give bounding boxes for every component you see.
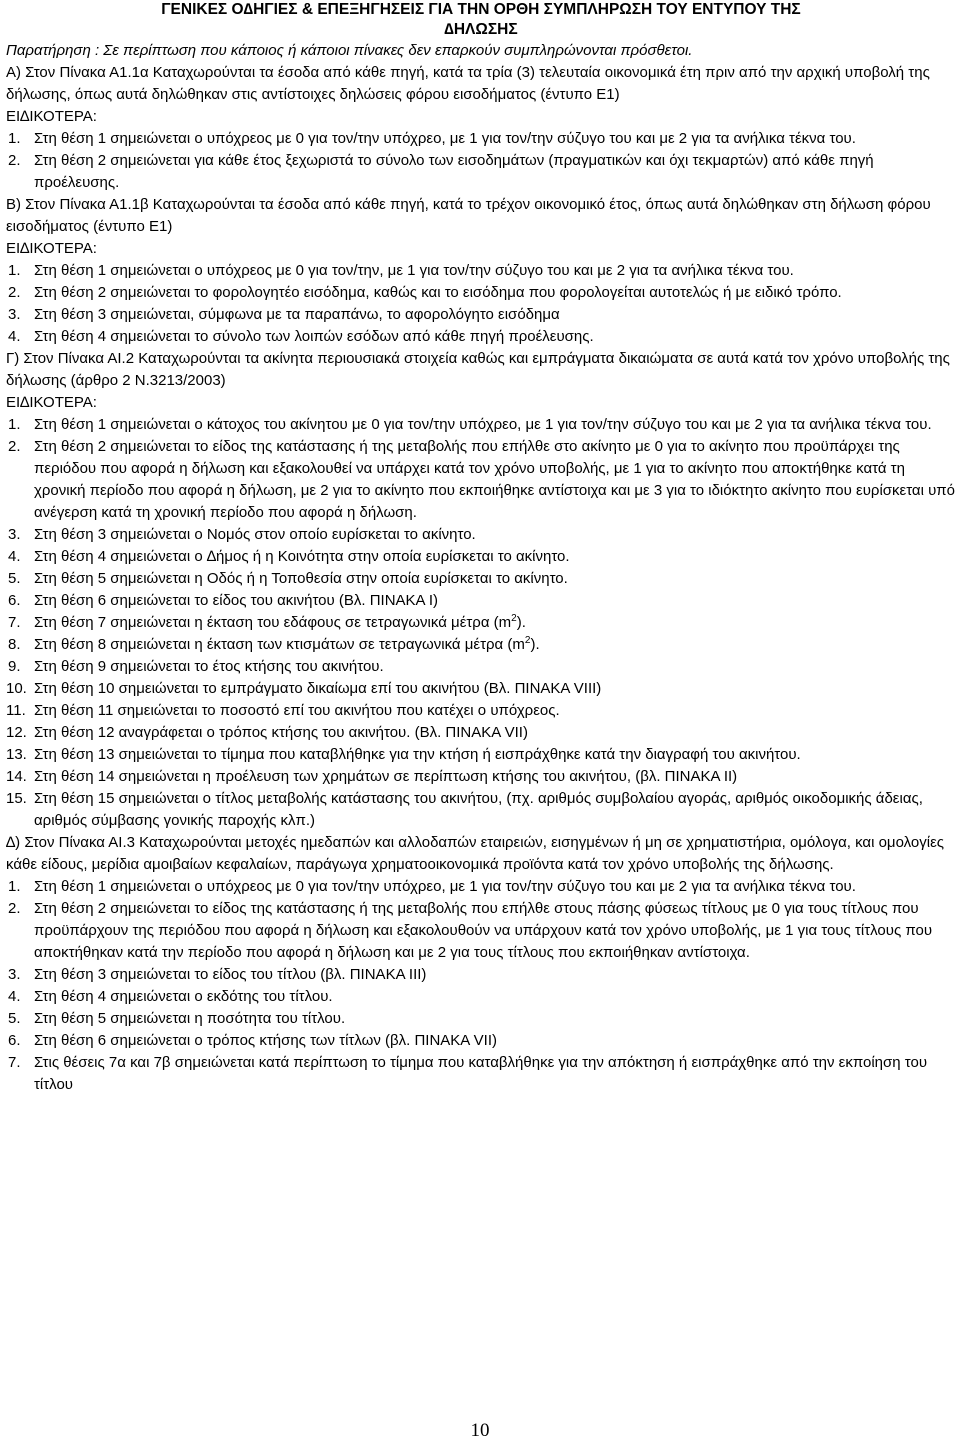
page-number: 10 [470, 1420, 490, 1441]
list-item-number: 4. [8, 548, 21, 565]
list-item-text: Στη θέση 3 σημειώνεται το είδος του τίτλου (βλ. ΠΙΝΑΚΑ ΙΙΙ) [34, 966, 427, 983]
list-item-text: Στη θέση 8 σημειώνεται η έκταση των κτισμάτων σε τετραγωνικά μέτρα (m [34, 636, 525, 653]
list-item-number: 14. [6, 768, 27, 785]
list-item-number: 5. [8, 1010, 21, 1027]
list-item-text: Στη θέση 10 σημειώνεται το εμπράγματο δικαίωμα επί του ακινήτου (Βλ. ΠΙΝΑΚΑ VIII) [34, 680, 602, 697]
list-item [6, 700, 956, 722]
list-item-number: 10. [6, 680, 27, 697]
list-item-number: 1. [8, 130, 21, 147]
list-item-number: 1. [8, 878, 21, 895]
list-item [6, 898, 956, 964]
list-item [6, 128, 956, 150]
list-item-text: Στη θέση 2 σημειώνεται το είδος της κατάστασης ή της μεταβολής που επήλθε στο ακίνητο με 0 για το ακίνητο που προϋπάρχει της περιόδου που αφορά η δήλωση και εξακολουθεί να υπάρχει κατά τον χρόνο υποβολής, με 1 για το ακίνητο που αποκτήθηκε κατά τη χρονική περίοδο που αφορά η δήλωση, με 2 για το ακίνητο που εκποιήθηκε αντίστοιχα και με 3 για το ιδιόκτητο ακίνητο που ευρίσκεται υπό ανέγερση κατά τη χρονική περίοδο που αφορά η δήλωση. [34, 438, 955, 521]
list-item [6, 722, 956, 744]
list-item-text: Στη θέση 1 σημειώνεται ο υπόχρεος με 0 για τον/την, με 1 για τον/την σύζυγο του και με 2 για τα ανήλικα τέκνα του. [34, 262, 794, 279]
list-item [6, 568, 956, 590]
list-item [6, 788, 956, 832]
list-item-text: Στη θέση 4 σημειώνεται ο ∆ήμος ή η Κοινότητα στην οποία ευρίσκεται το ακίνητο. [34, 548, 570, 565]
list-item [6, 436, 956, 524]
list-item-number: 11. [6, 702, 26, 719]
document-title-line-1: ΓΕΝΙΚΕΣ Ο∆ΗΓΙΕΣ & ΕΠΕΞΗΓΗΣΕΙΣ ΓΙΑ ΤΗΝ ΟΡΘΗ ΣΥΜΠΛΗΡΩΣΗ ΤΟΥ ΕΝΤΥΠΟΥ ΤΗΣ [161, 1, 801, 18]
list-item-text: Στη θέση 15 σημειώνεται ο τίτλος μεταβολής κατάστασης του ακινήτου, (πχ. αριθμός συμβολαίου αγοράς, αριθμός οικοδομικής άδειας, αριθμός σύμβασης γονικής παροχής κλπ.) [34, 790, 923, 829]
list-item [6, 964, 956, 986]
list-item-number: 5. [8, 570, 21, 587]
list-item-number: 13. [6, 746, 27, 763]
list-item-text: Στη θέση 14 σημειώνεται η προέλευση των χρημάτων σε περίπτωση κτήσης του ακινήτου, (βλ. ΠΙΝΑΚΑ ΙΙ) [34, 768, 738, 785]
list-item [6, 1008, 956, 1030]
list-item [6, 766, 956, 788]
list-item [6, 260, 956, 282]
list-item-text: Στη θέση 2 σημειώνεται το είδος της κατάστασης ή της μεταβολής που επήλθε στους πάσης φύσεως τίτλους με 0 για τους τίτλους που προϋπάρχουν της περιόδου που αφορά η δήλωση και εξακολουθούν να υπάρχουν κατά τον χρόνο υποβολής, με 1 για τους τίτλους που αποκτήθηκαν κατά την περίοδο που αφορά η δήλωση και με 2 για τους τίτλους που εκποιήθηκαν αντίστοιχα. [34, 900, 933, 961]
list-item-text: Στη θέση 5 σημειώνεται η Οδός ή η Τοποθεσία στην οποία ευρίσκεται το ακίνητο. [34, 570, 568, 587]
section-label: ΕΙ∆ΙΚΟΤΕΡΑ: [6, 394, 97, 411]
section-intro: Α) Στον Πίνακα Α1.1α Καταχωρούνται τα έσοδα από κάθε πηγή, κατά τα τρία (3) τελευταία οικονομικά έτη πριν από την αρχική υποβολή της δήλωσης, όπως αυτά δηλώθηκαν στις αντίστοιχες δηλώσεις φόρου εισοδήματος (έντυπο Ε1) [6, 64, 930, 103]
list-item-number: 3. [8, 306, 21, 323]
list-item-number: 4. [8, 988, 21, 1005]
list-item-text: Στη θέση 6 σημειώνεται το είδος του ακινήτου (Βλ. ΠΙΝΑΚΑ Ι) [34, 592, 439, 609]
list-item [6, 414, 956, 436]
document-note: Παρατήρηση : Σε περίπτωση που κάποιος ή κάποιοι πίνακες δεν επαρκούν συμπληρώνονται πρόσθετοι. [6, 42, 693, 59]
list-item-number: 12. [6, 724, 27, 741]
list-item [6, 1052, 956, 1096]
list-item-number: 3. [8, 966, 21, 983]
list-item [6, 150, 956, 194]
list-item [6, 876, 956, 898]
list-item-text: Στη θέση 2 σημειώνεται για κάθε έτος ξεχωριστά το σύνολο των εισοδημάτων (πραγματικών και όχι τεκμαρτών) από κάθε πηγή προέλευσης. [34, 152, 874, 191]
list-item-text-end: ). [530, 636, 540, 653]
list-item-number: 2. [8, 438, 21, 455]
list-item-number: 6. [8, 1032, 21, 1049]
superscript: 2 [511, 613, 517, 624]
list-item-text: Στη θέση 5 σημειώνεται η ποσότητα του τίτλου. [34, 1010, 346, 1027]
list-item [6, 282, 956, 304]
list-item-text: Στη θέση 3 σημειώνεται, σύμφωνα με τα παραπάνω, το αφορολόγητο εισόδημα [34, 306, 560, 323]
document-page [6, 0, 956, 1096]
list-item [6, 656, 956, 678]
list-item [6, 326, 956, 348]
list-item [6, 1030, 956, 1052]
list-item-number: 3. [8, 526, 21, 543]
list-item-text: Στη θέση 1 σημειώνεται ο κάτοχος του ακίνητου με 0 για τον/την υπόχρεο, με 1 για τον/την σύζυγο του και με 2 για τα ανήλικα τέκνα του. [34, 416, 932, 433]
list-item-number: 2. [8, 284, 21, 301]
list-item-text: Στη θέση 1 σημειώνεται ο υπόχρεος με 0 για τον/την υπόχρεο, με 1 για τον/την σύζυγο του και με 2 για τα ανήλικα τέκνα του. [34, 130, 856, 147]
list-item-number: 4. [8, 328, 21, 345]
list-item-number: 7. [8, 614, 21, 631]
list-item-text: Στη θέση 4 σημειώνεται το σύνολο των λοιπών εσόδων από κάθε πηγή προέλευσης. [34, 328, 594, 345]
list-item-number: 6. [8, 592, 21, 609]
list-item-text: Στη θέση 11 σημειώνεται το ποσοστό επί του ακινήτου που κατέχει ο υπόχρεος. [34, 702, 560, 719]
list-item-text: Στη θέση 2 σημειώνεται το φορολογητέο εισόδημα, καθώς και το εισόδημα που φορολογείται αυτοτελώς ή με ειδικό τρόπο. [34, 284, 842, 301]
superscript: 2 [524, 635, 531, 646]
list-item-text: Στη θέση 4 σημειώνεται ο εκδότης του τίτλου. [34, 988, 333, 1005]
list-item-text: Στη θέση 9 σημειώνεται το έτος κτήσης του ακινήτου. [34, 658, 384, 675]
list-item-text: Στη θέση 13 σημειώνεται το τίμημα που καταβλήθηκε για την κτήση ή εισπράχθηκε κατά την διαγραφή του ακινήτου. [34, 746, 801, 763]
list-item-number: 2. [8, 152, 21, 169]
list-item-text: Στη θέση 1 σημειώνεται ο υπόχρεος με 0 για τον/την υπόχρεο, με 1 για τον/την σύζυγο του και με 2 για τα ανήλικα τέκνα του. [34, 878, 856, 895]
list-item [6, 304, 956, 326]
list-item [6, 590, 956, 612]
list-item-text: Στη θέση 6 σημειώνεται ο τρόπος κτήσης των τίτλων (βλ. ΠΙΝΑΚΑ VII) [34, 1032, 497, 1049]
list-item-number: 1. [8, 416, 21, 433]
list-item-number: 9. [8, 658, 21, 675]
list-item-text: Στη θέση 7 σημειώνεται η έκταση του εδάφους σε τετραγωνικά μέτρα (m [34, 614, 512, 631]
list-item-number: 15. [6, 790, 27, 807]
list-item [6, 546, 956, 568]
section-intro: Γ) Στον Πίνακα ΑΙ.2 Καταχωρούνται τα ακίνητα περιουσιακά στοιχεία καθώς και εμπράγματα δικαιώματα σε αυτά κατά τον χρόνο υποβολής της δήλωσης (άρθρο 2 Ν.3213/2003) [6, 350, 950, 389]
list-item-text-end: ). [516, 614, 526, 631]
list-item [6, 744, 956, 766]
list-item-text: Στη θέση 3 σημειώνεται ο Νομός στον οποίο ευρίσκεται το ακίνητο. [34, 526, 476, 543]
sections-container [6, 62, 956, 1096]
section-label: ΕΙ∆ΙΚΟΤΕΡΑ: [6, 240, 97, 257]
document-title-line-2: ∆ΗΛΩΣΗΣ [444, 21, 518, 38]
list-item [6, 634, 956, 656]
list-item-number: 1. [8, 262, 21, 279]
list-item [6, 986, 956, 1008]
list-item-number: 7. [8, 1054, 21, 1071]
list-item-text: Στις θέσεις 7α και 7β σημειώνεται κατά περίπτωση το τίμημα που καταβλήθηκε για την απόκτηση ή εισπράχθηκε από την εκποίηση του τίτλου [34, 1054, 928, 1093]
list-item [6, 612, 956, 634]
list-item-number: 8. [8, 636, 21, 653]
list-item-number: 2. [8, 900, 21, 917]
list-item [6, 524, 956, 546]
section-intro: Β) Στον Πίνακα Α1.1β Καταχωρούνται τα έσοδα από κάθε πηγή, κατά το τρέχον οικονομικό έτος, όπως αυτά δηλώθηκαν στη δήλωση φόρου εισοδήματος (έντυπο Ε1) [6, 196, 931, 235]
section-label: ΕΙ∆ΙΚΟΤΕΡΑ: [6, 108, 97, 125]
list-item-text: Στη θέση 12 αναγράφεται ο τρόπος κτήσης του ακινήτου. (Βλ. ΠΙΝΑΚΑ VII) [34, 724, 528, 741]
section-intro: ∆) Στον Πίνακα ΑΙ.3 Καταχωρούνται μετοχές ημεδαπών και αλλοδαπών εταιρειών, εισηγμένων ή μη σε χρηματιστήρια, ομόλογα, και ομολογίες κάθε είδους, μερίδια αμοιβαίων κεφαλαίων, παράγωγα χρηματοοικονομικά προϊόντα κατά τον χρόνο υποβολής της δήλωσης. [6, 834, 944, 873]
list-item [6, 678, 956, 700]
